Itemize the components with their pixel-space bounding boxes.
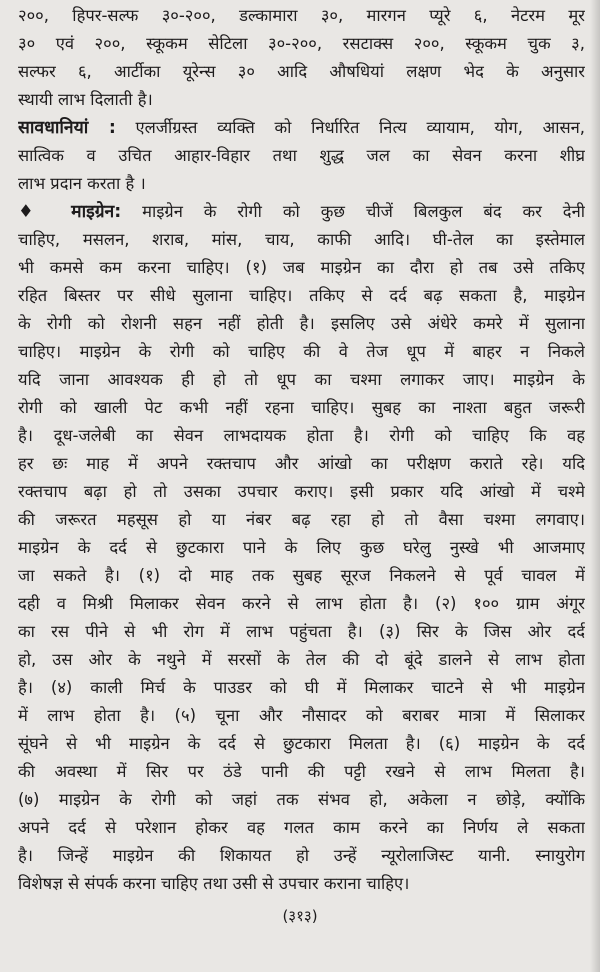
text-line xyxy=(18,282,585,310)
line-text: (७) माइग्रेन के रोगी को जहां तक संभव हो, अकेला न छोड़े, क्योंकि xyxy=(18,790,585,809)
text-line xyxy=(18,562,585,590)
line-text: माइग्रेन के दर्द से छुटकारा पाने के लिए कुछ घरेलु नुस्खे भी आजमाए xyxy=(18,538,585,557)
line-text: रोगी को खाली पेट कभी नहीं रहना चाहिए। सुबह का नाश्ता बहुत जरूरी xyxy=(18,398,585,417)
text-line xyxy=(18,786,585,814)
text-line xyxy=(18,702,585,730)
line-text: एलर्जीग्रस्त व्यक्ति को निर्धारित नित्य व्यायाम, योग, आसन, xyxy=(115,118,585,137)
text-line xyxy=(18,310,585,338)
text-line xyxy=(18,618,585,646)
line-text: विशेषज्ञ से संपर्क करना चाहिए तथा उसी से उपचार कराना चाहिए। xyxy=(18,874,410,893)
line-text: की अवस्था में सिर पर ठंडे पानी की पट्टी रखने से लाभ मिलता है। xyxy=(18,762,585,781)
text-line xyxy=(18,58,585,86)
line-text: ३० एवं २००, स्कूकम सेटिला ३०-२००, रसटाक्स २००, स्कूकम चुक ३, xyxy=(18,34,585,53)
line-text: सूंघने से भी माइग्रेन के दर्द से छुटकारा मिलता है। (६) माइग्रेन के दर्द xyxy=(18,734,585,753)
text-line xyxy=(18,506,585,534)
page-edge-shadow xyxy=(590,0,600,972)
text-line xyxy=(18,86,585,114)
text-line xyxy=(18,338,585,366)
line-text: सात्विक व उचित आहार-विहार तथा शुद्ध जल का सेवन करना शीघ्र xyxy=(18,146,585,165)
text-line xyxy=(18,422,585,450)
line-text: अपने दर्द से परेशान होकर वह गलत काम करने का निर्णय ले सकता xyxy=(18,818,585,837)
line-text: यदि जाना आवश्यक ही हो तो धूप का चश्मा लगाकर जाए। माइग्रेन के xyxy=(18,370,585,389)
line-text: दही व मिश्री मिलाकर सेवन करने से लाभ होता है। (२) १०० ग्राम अंगूर xyxy=(18,594,585,613)
text-line xyxy=(18,534,585,562)
line-text: स्थायी लाभ दिलाती है। xyxy=(18,90,153,109)
text-line xyxy=(18,2,585,30)
line-text: की जरूरत महसूस हो या नंबर बढ़ रहा हो तो वैसा चश्मा लगवाए। xyxy=(18,510,585,529)
text-line xyxy=(18,646,585,674)
line-text: चाहिए, मसलन, शराब, मांस, चाय, काफी आदि। घी-तेल का इस्तेमाल xyxy=(18,230,585,249)
text-line xyxy=(18,758,585,786)
line-text: सल्फर ६, आर्टीका यूरेन्स ३० आदि औषधियां लक्षण भेद के अनुसार xyxy=(18,62,585,81)
line-text: हर छः माह में अपने रक्तचाप और आंखो का परीक्षण कराते रहे। यदि xyxy=(18,454,585,473)
text-line xyxy=(18,394,585,422)
line-text: रहित बिस्तर पर सीधे सुलाना चाहिए। तकिए से दर्द बढ़ सकता है, माइग्रेन xyxy=(18,286,585,305)
line-text: का रस पीने से भी रोग में लाभ पहुंचता है। (३) सिर के जिस ओर दर्द xyxy=(18,622,585,641)
line-text: है। जिन्हें माइग्रेन की शिकायत हो उन्हें न्यूरोलाजिस्ट यानी. स्नायुरोग xyxy=(18,846,585,865)
line-text: हो, उस ओर के नथुने में सरसों के तेल की दो बूंदे डालने से लाभ होता xyxy=(18,650,585,669)
section-heading: ♦ माइग्रेन: xyxy=(18,202,122,222)
line-text: रक्तचाप बढ़ा हो तो उसका उपचार कराए। इसी प्रकार यदि आंखो में चश्मे xyxy=(18,482,585,501)
line-text: भी कमसे कम करना चाहिए। (१) जब माइग्रेन का दौरा हो तब उसे तकिए xyxy=(18,258,585,277)
text-line xyxy=(18,814,585,842)
line-text: के रोगी को रोशनी सहन नहीं होती है। इसलिए उसे अंधेरे कमरे में सुलाना xyxy=(18,314,585,333)
text-line xyxy=(18,198,585,226)
line-text: जा सकते है। (१) दो माह तक सुबह सूरज निकलने से पूर्व चावल में xyxy=(18,566,585,585)
text-line xyxy=(18,114,585,142)
text-line xyxy=(18,142,585,170)
text-line xyxy=(18,870,585,898)
line-text: है। दूध-जलेबी का सेवन लाभदायक होता है। रोगी को चाहिए कि वह xyxy=(18,426,585,445)
page-body xyxy=(18,2,585,898)
text-line xyxy=(18,842,585,870)
line-text: २००, हिपर-सल्फ ३०-२००, डल्कामारा ३०, मारगन प्यूरे ६, नेटरम मूर xyxy=(18,6,585,25)
text-line xyxy=(18,366,585,394)
line-text: है। (४) काली मिर्च के पाउडर को घी में मिलाकर चाटने से भी माइग्रेन xyxy=(18,678,585,697)
line-text: लाभ प्रदान करता है । xyxy=(18,174,146,193)
line-text: चाहिए। माइग्रेन के रोगी को चाहिए की वे तेज धूप में बाहर न निकले xyxy=(18,342,585,361)
section-heading: सावधानियां : xyxy=(18,118,116,138)
text-line xyxy=(18,590,585,618)
text-line xyxy=(18,170,585,198)
text-line xyxy=(18,254,585,282)
text-line xyxy=(18,730,585,758)
text-line xyxy=(18,674,585,702)
page-number: (३१३) xyxy=(282,907,318,925)
line-text: में लाभ होता है। (५) चूना और नौसादर को बराबर मात्रा में सिलाकर xyxy=(18,706,585,725)
text-line xyxy=(18,226,585,254)
text-line xyxy=(18,450,585,478)
text-line xyxy=(18,30,585,58)
text-line xyxy=(18,478,585,506)
line-text: माइग्रेन के रोगी को कुछ चीजें बिलकुल बंद कर देनी xyxy=(121,202,585,221)
